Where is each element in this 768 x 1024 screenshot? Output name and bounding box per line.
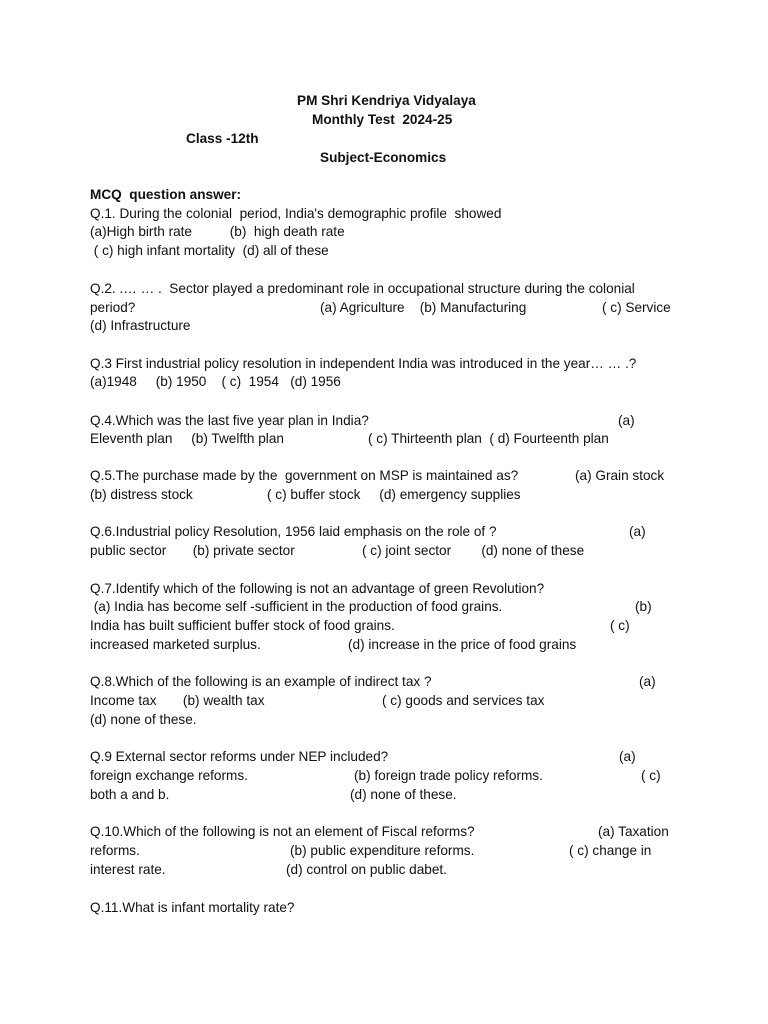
question-8: Q.8.Which of the following is an example of indirect tax ? [90, 674, 432, 689]
question-8-option-c: ( c) goods and services tax [382, 693, 545, 708]
question-6-options-c-d: ( c) joint sector (d) none of these [362, 543, 585, 558]
question-2-cont: period? [90, 300, 136, 315]
question-5-options-c-d: ( c) buffer stock (d) emergency supplies [267, 487, 521, 502]
question-8-option-a-label: (a) [639, 674, 656, 689]
question-8-options-a-b: Income tax (b) wealth tax [90, 693, 265, 708]
question-7-option-a: (a) India has become self -sufficient in the production of food grains. [90, 599, 503, 614]
question-7: Q.7.Identify which of the following is not an advantage of green Revolution? [90, 581, 545, 596]
question-10-option-d: (d) control on public dabet. [286, 862, 447, 877]
question-3-options: (a)1948 (b) 1950 ( c) 1954 (d) 1956 [90, 374, 341, 389]
question-2-options-a-b: (a) Agriculture (b) Manufacturing [320, 300, 527, 315]
subject-label: Subject-Economics [320, 150, 447, 165]
question-9-option-c: both a and b. [90, 787, 170, 802]
question-4-option-a-label: (a) [618, 413, 635, 428]
question-1-options-a-b: (a)High birth rate (b) high death rate [90, 224, 345, 239]
question-2-option-d: (d) Infrastructure [90, 318, 191, 333]
question-10-option-b: (b) public expenditure reforms. [290, 843, 475, 858]
question-9-option-a: foreign exchange reforms. [90, 768, 248, 783]
question-10-option-a-cont: reforms. [90, 843, 140, 858]
question-5-option-a: (a) Grain stock [575, 468, 665, 483]
question-5-option-b: (b) distress stock [90, 487, 193, 502]
question-7-option-b-label: (b) [635, 599, 652, 614]
question-7-option-d: (d) increase in the price of food grains [348, 637, 577, 652]
question-1-options-c-d: ( c) high infant mortality (d) all of these [90, 243, 329, 258]
question-10-option-c-cont: interest rate. [90, 862, 166, 877]
question-2: Q.2. .… … . Sector played a predominant role in occupational structure during the colonial [90, 281, 635, 296]
question-9: Q.9 External sector reforms under NEP included? [90, 749, 389, 764]
question-7-option-b: India has built sufficient buffer stock of food grains. [90, 618, 395, 633]
section-heading: MCQ question answer: [90, 187, 242, 202]
question-3: Q.3 First industrial policy resolution in independent India was introduced in the year… … .? [90, 356, 637, 371]
class-label: Class -12th [186, 131, 259, 146]
question-9-option-d: (d) none of these. [350, 787, 457, 802]
question-10-option-a: (a) Taxation [598, 824, 669, 839]
question-11: Q.11.What is infant mortality rate? [90, 900, 295, 915]
question-9-option-a-label: (a) [619, 749, 636, 764]
question-4-options-c-d: ( c) Thirteenth plan ( d) Fourteenth plan [368, 431, 609, 446]
test-title: Monthly Test 2024-25 [312, 112, 453, 127]
question-1: Q.1. During the colonial period, India's demographic profile showed [90, 206, 502, 221]
question-6: Q.6.Industrial policy Resolution, 1956 laid emphasis on the role of ? [90, 524, 497, 539]
question-5: Q.5.The purchase made by the government on MSP is maintained as? [90, 468, 519, 483]
question-9-option-c-label: ( c) [641, 768, 661, 783]
question-10-option-c: ( c) change in [569, 843, 652, 858]
question-8-option-d: (d) none of these. [90, 712, 197, 727]
question-9-option-b: (b) foreign trade policy reforms. [354, 768, 543, 783]
question-6-options-a-b: public sector (b) private sector [90, 543, 295, 558]
question-2-option-c: ( c) Service [602, 300, 671, 315]
question-7-option-c: increased marketed surplus. [90, 637, 261, 652]
question-4-options-a-b: Eleventh plan (b) Twelfth plan [90, 431, 284, 446]
question-7-option-c-label: ( c) [610, 618, 630, 633]
question-10: Q.10.Which of the following is not an element of Fiscal reforms? [90, 824, 475, 839]
question-4: Q.4.Which was the last five year plan in India? [90, 413, 369, 428]
school-name: PM Shri Kendriya Vidyalaya [297, 93, 476, 108]
question-6-option-a-label: (a) [629, 524, 646, 539]
